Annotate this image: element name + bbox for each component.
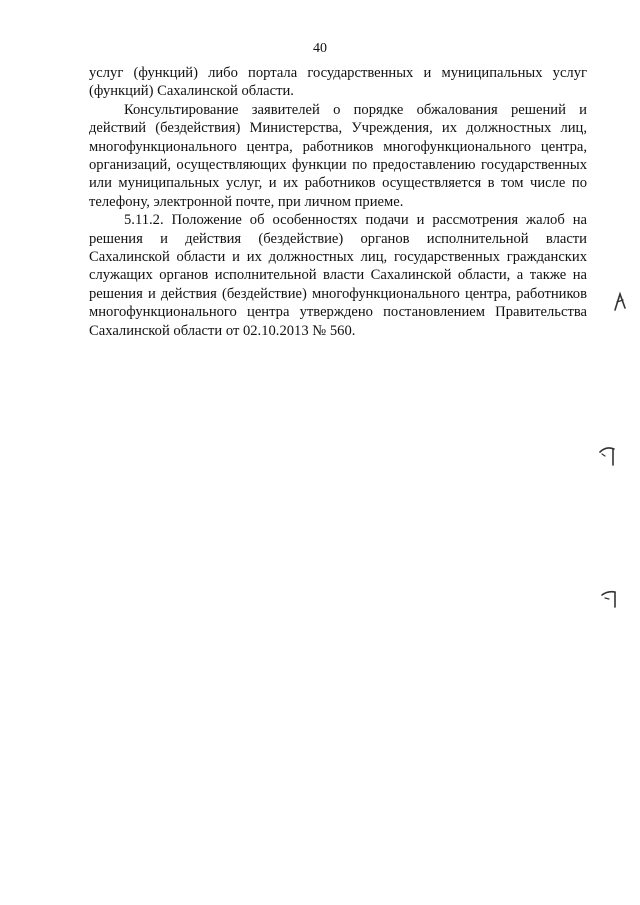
margin-tick-mark-3 (600, 586, 620, 610)
document-body (89, 64, 587, 340)
margin-tick-mark-2 (598, 444, 618, 468)
paragraph-5-11-2: 5.11.2. Положение об особенностях подачи и рассмотрения жалоб на решения и действия (бездействие) органов исполнительной власти Сахалинской области и их должностных лиц, государственных гражданских служащих органов исполнительной власти Сахалинской области, а также на решения и действия (бездействие) многофункционального центра, работников многофункционального центра утверждено постановлением Правительства Сахалинской области от 02.10.2013 № 560. (89, 212, 587, 339)
paragraph-continuation: услуг (функций) либо портала государственных и муниципальных услуг (функций) Сахалинской области. (89, 65, 587, 100)
page-number: 40 (313, 41, 327, 56)
margin-tick-mark-1 (612, 290, 628, 314)
paragraph-consultation: Консультирование заявителей о порядке обжалования решений и действий (бездействия) Министерства, Учреждения, их должностных лиц, многофункционального центра, работников многофункционального центра, организаций, осуществляющих функции по предоставлению государственных или муниципальных услуг, и их работников осуществляется в том числе по телефону, электронной почте, при личном приеме. (89, 101, 587, 210)
